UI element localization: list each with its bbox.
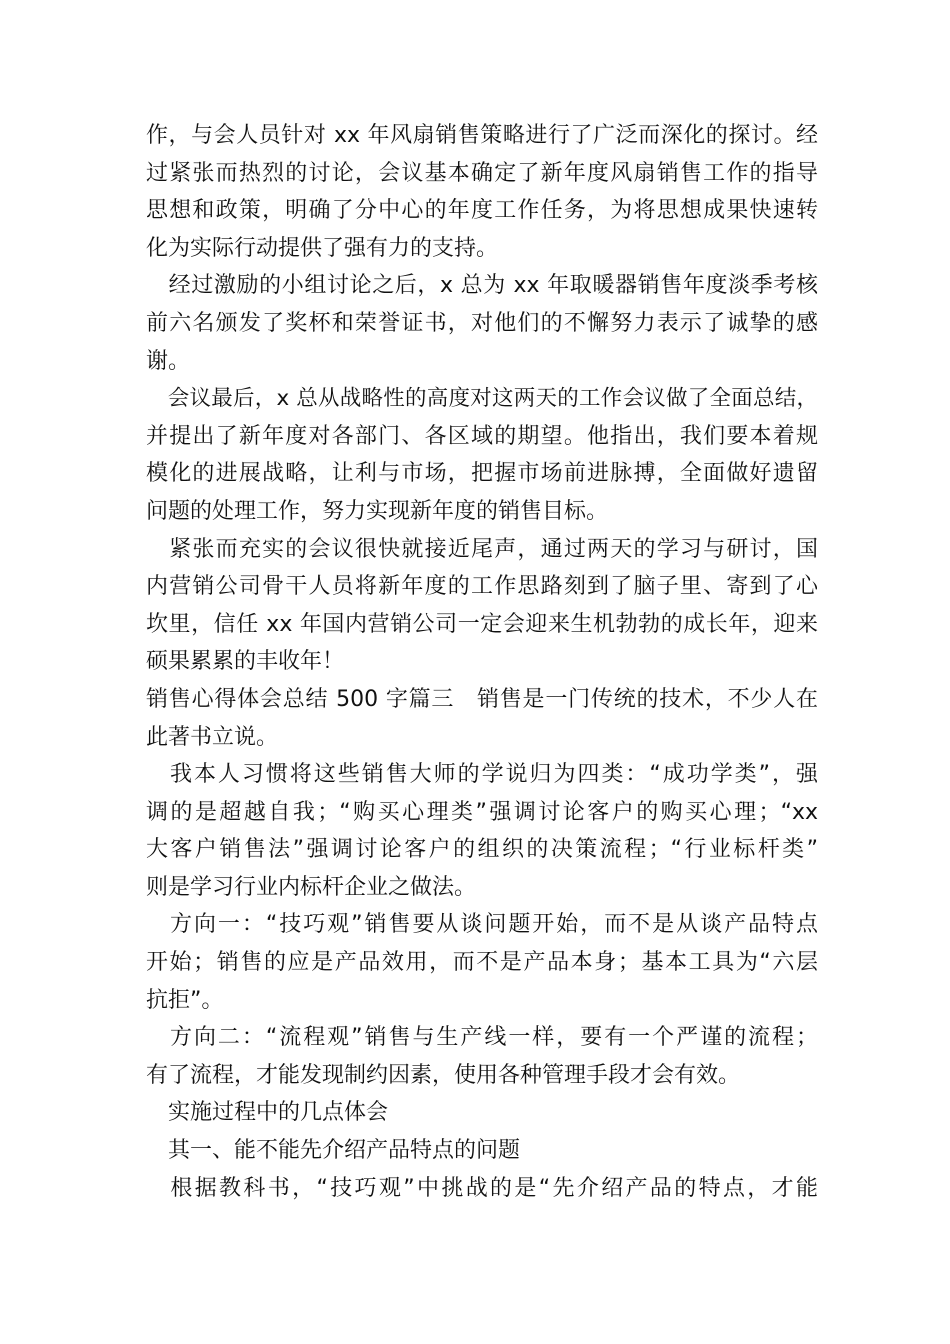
text-line: 前六名颁发了奖杯和荣誉证书，对他们的不懈努力表示了诚挚的感: [146, 310, 818, 336]
text-line: 抗拒”。: [146, 987, 224, 1013]
text-line: 大客户销售法”强调讨论客户的组织的决策流程；“行业标杆类”: [146, 837, 818, 863]
text-line: 经过激励的小组讨论之后，x 总为 xx 年取暖器销售年度淡季考核: [146, 273, 818, 299]
section-heading-line: 销售心得体会总结 500 字篇三 销售是一门传统的技术，不少人在: [146, 686, 818, 712]
text-line: 谢。: [146, 348, 191, 374]
text-line: 硕果累累的丰收年！: [146, 649, 345, 675]
text-line: 紧张而充实的会议很快就接近尾声，通过两天的学习与研讨，国: [146, 536, 818, 562]
text-line: 开始；销售的应是产品效用，而不是产品本身；基本工具为“六层: [146, 950, 818, 976]
text-line: 我本人习惯将这些销售大师的学说归为四类：“成功学类”，强: [146, 762, 818, 788]
text-line: 会议最后，x 总从战略性的高度对这两天的工作会议做了全面总结，: [146, 386, 818, 412]
text-line: 问题的处理工作，努力实现新年度的销售目标。: [146, 498, 609, 524]
subheading-line: 其一、能不能先介绍产品特点的问题: [146, 1138, 521, 1164]
text-line: 并提出了新年度对各部门、各区域的期望。他指出，我们要本着规: [146, 423, 818, 449]
text-line: 过紧张而热烈的讨论，会议基本确定了新年度风扇销售工作的指导: [146, 160, 818, 186]
text-line: 化为实际行动提供了强有力的支持。: [146, 235, 499, 261]
text-line: 调的是超越自我；“购买心理类”强调讨论客户的购买心理；“xx: [146, 799, 818, 825]
subheading-line: 实施过程中的几点体会: [146, 1100, 389, 1126]
document-body: [146, 117, 818, 1207]
text-line: 根据教科书，“技巧观”中挑战的是“先介绍产品的特点，才能: [146, 1175, 818, 1201]
text-line: 内营销公司骨干人员将新年度的工作思路刻到了脑子里、寄到了心: [146, 574, 818, 600]
text-line: 有了流程，才能发现制约因素，使用各种管理手段才会有效。: [146, 1062, 741, 1088]
text-line: 方向二：“流程观”销售与生产线一样，要有一个严谨的流程；: [146, 1025, 818, 1051]
text-line: 作，与会人员针对 xx 年风扇销售策略进行了广泛而深化的探讨。经: [146, 123, 818, 148]
text-line: 思想和政策，明确了分中心的年度工作任务，为将思想成果快速转: [146, 198, 818, 224]
text-line: 坎里，信任 xx 年国内营销公司一定会迎来生机勃勃的成长年，迎来: [146, 611, 818, 637]
text-line: 模化的进展战略，让利与市场，把握市场前进脉搏，全面做好遗留: [146, 461, 818, 487]
text-line: 则是学习行业内标杆企业之做法。: [146, 874, 477, 900]
text-line: 此著书立说。: [146, 724, 279, 750]
text-line: 方向一：“技巧观”销售要从谈问题开始，而不是从谈产品特点: [146, 912, 818, 938]
